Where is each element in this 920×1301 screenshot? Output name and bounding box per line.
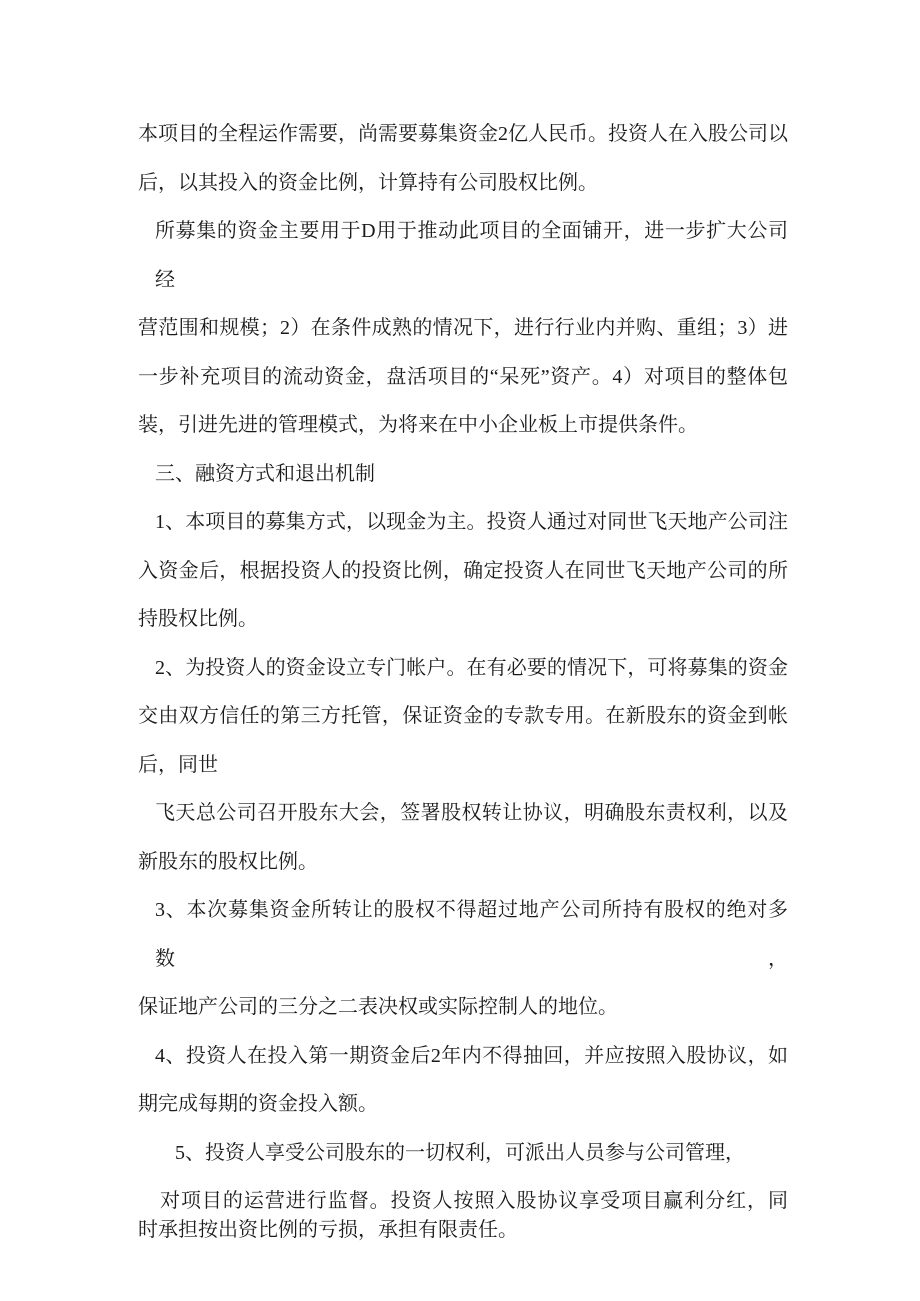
document-text-block [138,110,788,1254]
text-line: 新股东的股权比例。 [138,850,318,873]
text-line: 期完成每期的资金投入额。 [138,1093,378,1115]
text-line: 营范围和规模；2）在条件成熟的情况下，进行行业内并购、重组；3）进 [138,317,788,339]
text-line: 5、投资人享受公司股东的一切权利，可派出人员参与公司管理， [175,1141,745,1164]
text-line: 1、本项目的募集方式，以现金为主。投资人通过对同世飞天地产公司注 [155,511,788,533]
text-line: 4、投资人在投入第一期资金后2年内不得抽回，并应按照入股协议，如 [155,1044,788,1067]
text-line: 2、为投资人的资金设立专门帐户。在有必要的情况下，可将募集的资金 [155,656,788,679]
text-line: 对项目的运营进行监督。投资人按照入股协议享受项目赢利分红，同 [160,1190,788,1212]
text-line: 一步补充项目的流动资金，盘活项目的“呆死”资产。4）对项目的整体包 [138,365,788,388]
text-line: 装，引进先进的管理模式，为将来在中小企业板上市提供条件。 [138,414,698,436]
text-line: 后，以其投入的资金比例，计算持有公司股权比例。 [138,171,598,194]
text-line: 本项目的全程运作需要，尚需要募集资金2亿人民币。投资人在入股公司以 [138,123,788,145]
text-line: 所募集的资金主要用于D用于推动此项目的全面铺开，进一步扩大公司经 [155,220,788,291]
section-heading: 三、融资方式和退出机制 [155,462,375,485]
text-line: 时承担按出资比例的亏损，承担有限责任。 [138,1218,518,1241]
text-line: 保证地产公司的三分之二表决权或实际控制人的地位。 [138,996,618,1018]
text-line: 交由双方信任的第三方托管，保证资金的专款专用。在新股东的资金到帐 [138,705,788,727]
text-line: 持股权比例。 [138,608,258,630]
text-line: 后，同世 [138,753,218,776]
text-line: 飞天总公司召开股东大会，签署股权转让协议，明确股东责权利，以及 [155,802,788,824]
text-line: 3、本次募集资金所转让的股权不得超过地产公司所持有股权的绝对多数， [155,899,788,970]
text-line: 入资金后，根据投资人的投资比例，确定投资人在同世飞天地产公司的所 [138,559,788,582]
